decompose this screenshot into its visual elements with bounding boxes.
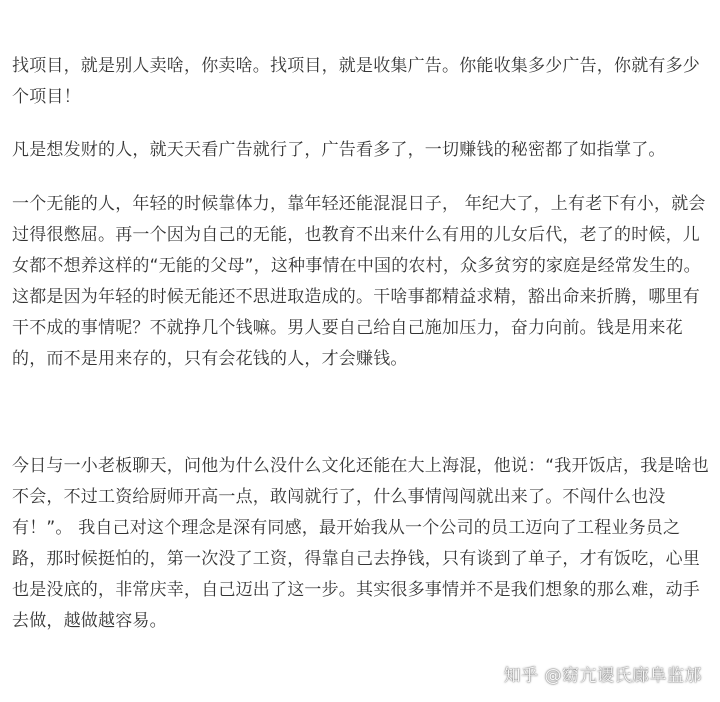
zhihu-watermark: 知乎 @窈亢谡氏廊阜监邡 (503, 666, 702, 686)
article-paragraph: 凡是想发财的人，就天天看广告就行了，广告看多了，一切赚钱的秘密都了如指掌了。 (12, 140, 666, 160)
article-paragraph: 找项目，就是别人卖啥，你卖啥。找项目，就是收集广告。你能收集多少广告，你就有多少个项目！ (12, 56, 700, 107)
article-paragraph: 一个无能的人，年轻的时候靠体力，靠年轻还能混混日子， 年纪大了，上有老下有小，就会过得很憋屈。再一个因为自己的无能，也教育不出来什么有用的儿女后代，老了的时候，儿女都不想养这样的“无能的父母”，这种事情在中国的农村，众多贫穷的家庭是经常发生的。 这都是因为年轻的时候无能还不思进取造成的。干啥事都精益求精，豁出命来折腾，哪里有干不成的事情呢？不就挣几个钱嘛。男人要自己给自己施加压力，奋力向前。钱是用来花的，而不是用来存的，只有会花钱的人，才会赚钱。 (12, 194, 706, 369)
article-paragraph: 今日与一小老板聊天，问他为什么没什么文化还能在大上海混，他说：“我开饭店，我是啥也不会，不过工资给厨师开高一点，敢闯就行了，什么事情闯闯就出来了。不闯什么也没有！”。 我自己对这个理念是深有同感，最开始我从一个公司的员工迈向了工程业务员之路，那时候挺怕的，第一次没了工资，得靠自己去挣钱，只有谈到了单子，才有饭吃，心里也是没底的，非常庆幸，自己迈出了这一步。其实很多事情并不是我们想象的那么难，动手去做，越做越容易。 (12, 456, 710, 631)
article-body (12, 51, 712, 637)
